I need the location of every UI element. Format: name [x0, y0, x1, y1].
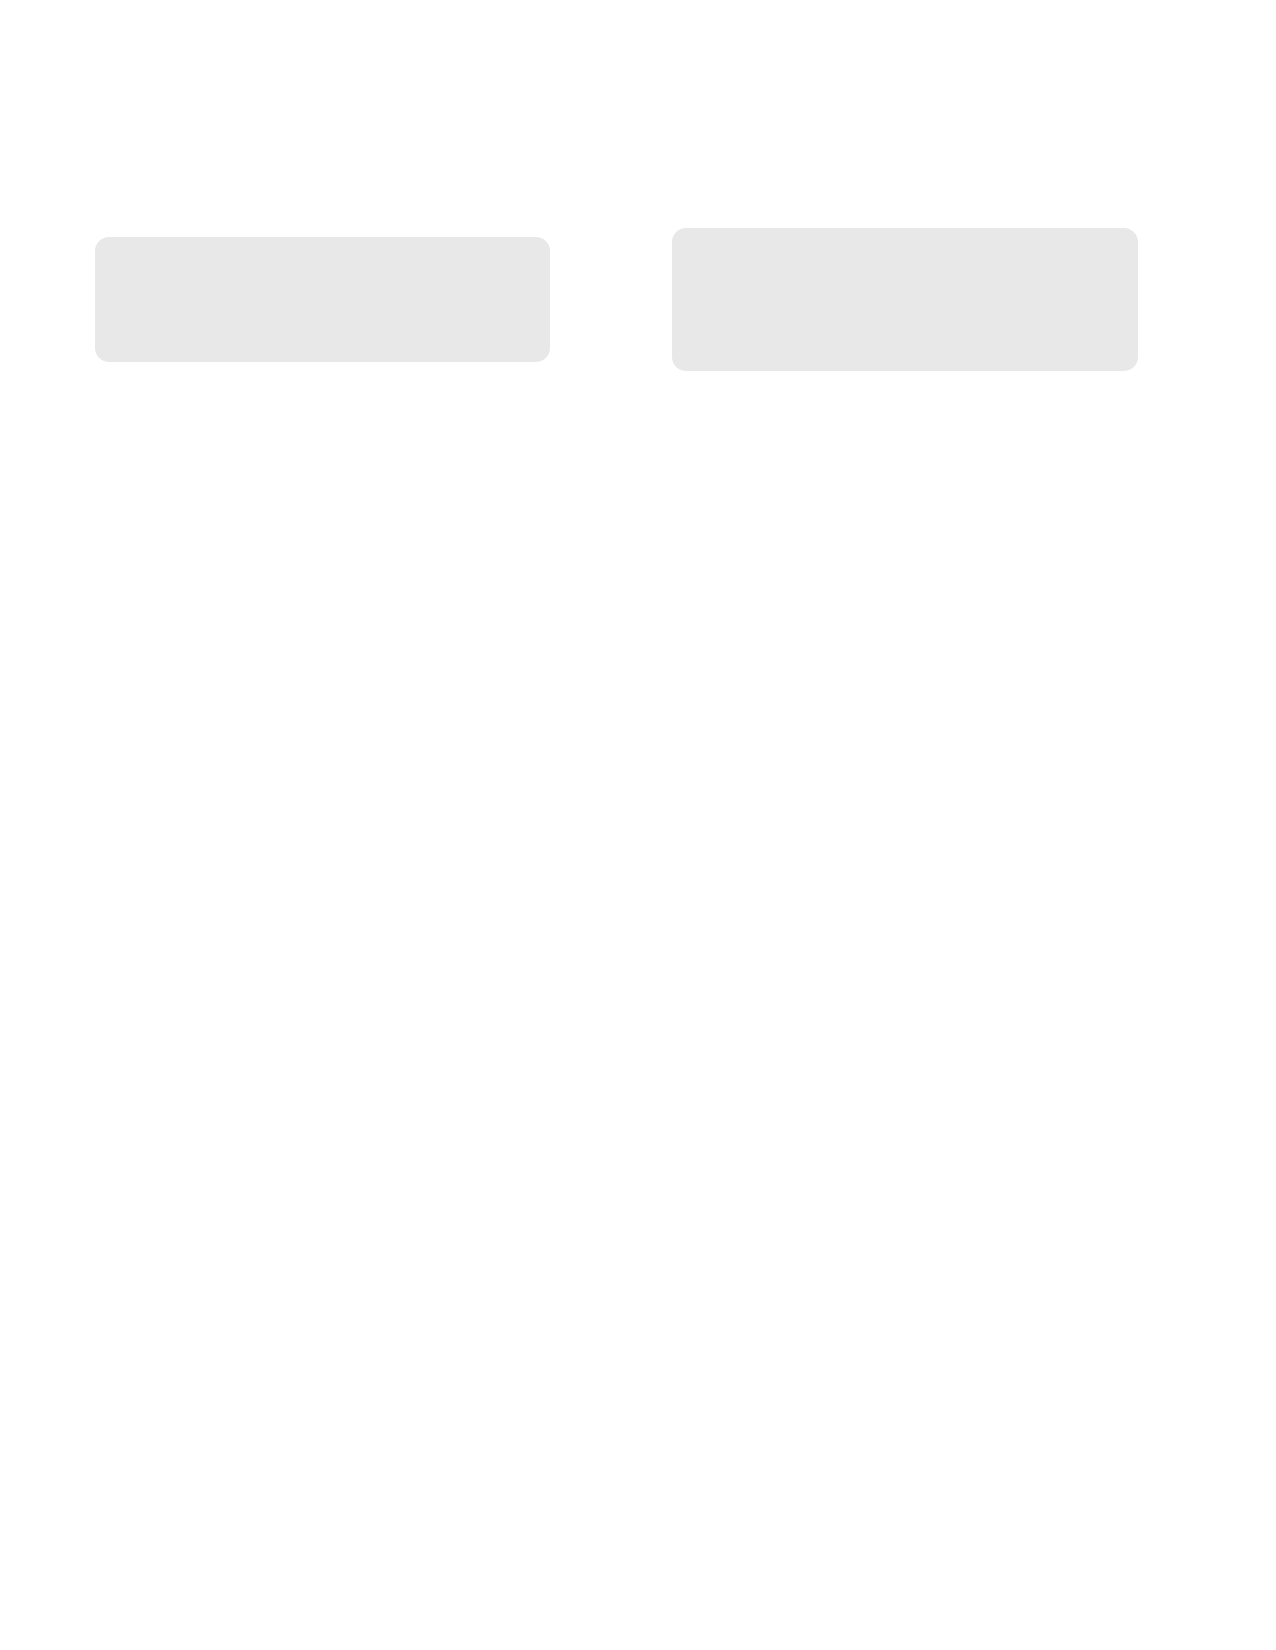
callout-spanish — [672, 228, 1138, 371]
page-header — [0, 125, 1276, 205]
callout-english — [95, 237, 550, 362]
